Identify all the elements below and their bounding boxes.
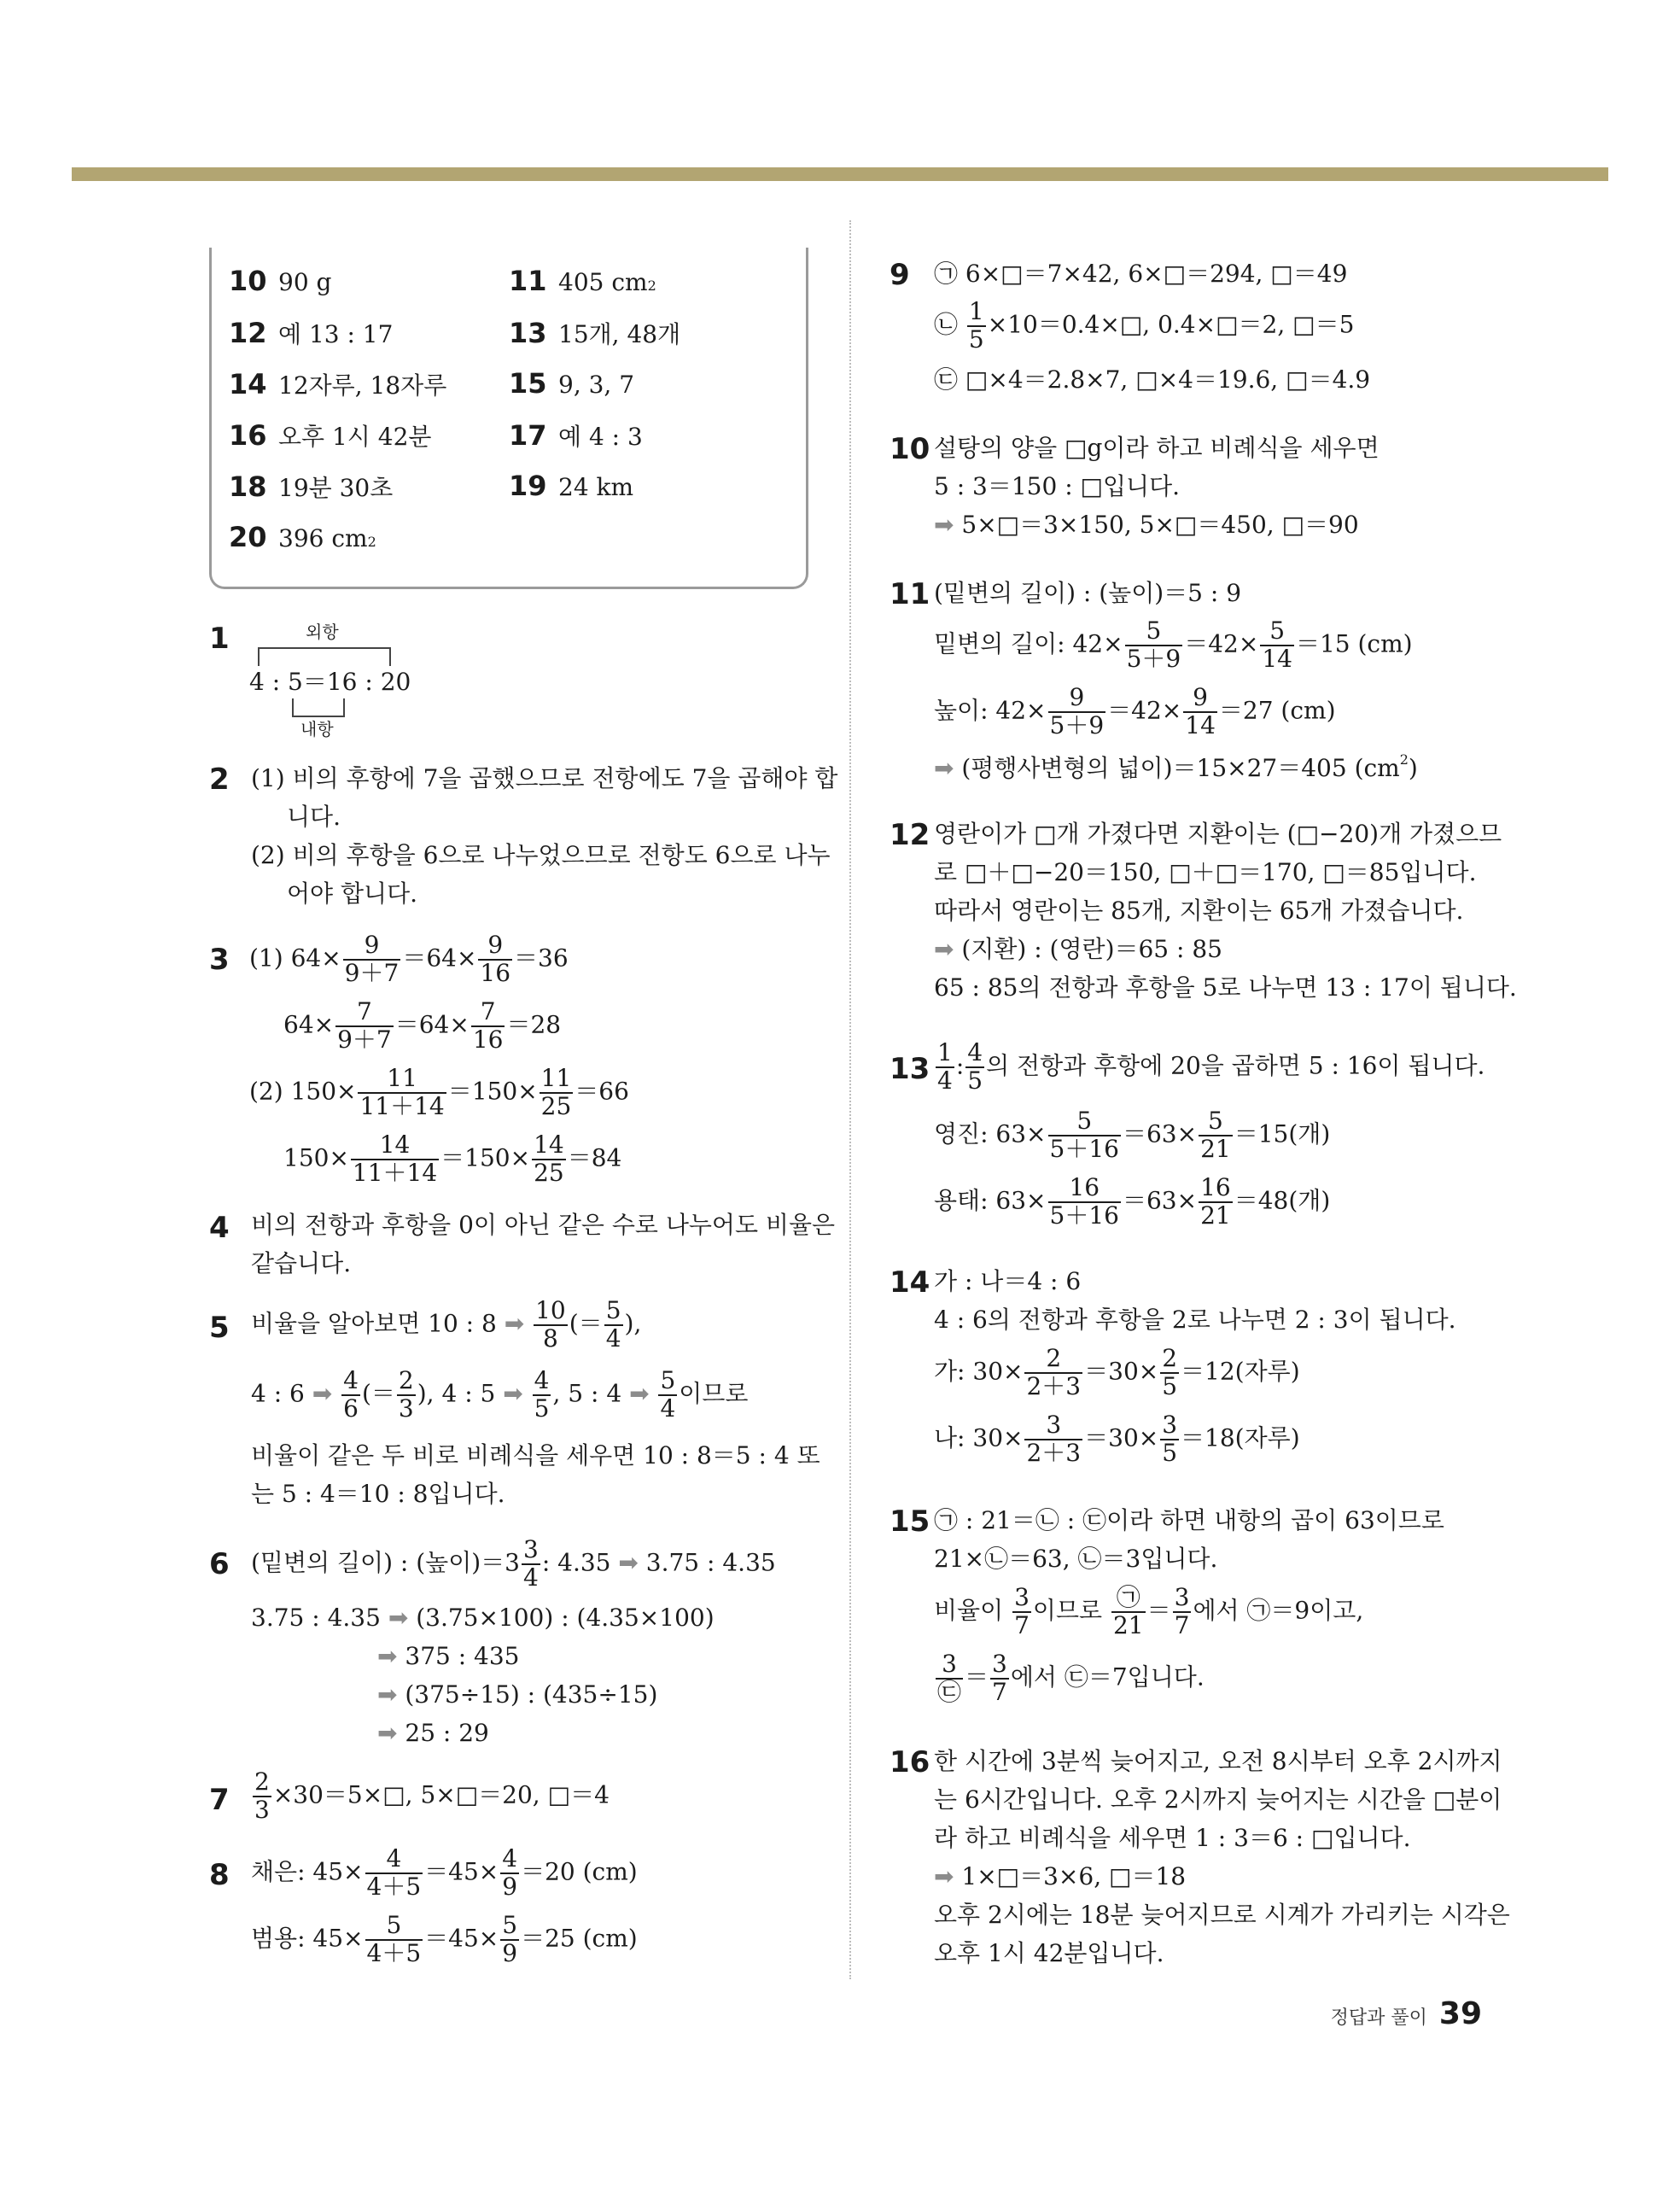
outer-bracket xyxy=(258,647,391,666)
summary-item: 15 9, 3, 7 xyxy=(509,367,635,400)
solution-line: 영진: 63× $\frac{5}{5+16}$ ＝63× $\frac{5}{21}$ ＝15(개) xyxy=(934,1107,1331,1163)
solution-line: ㉠ 6×□＝7×42, 6×□＝294, □＝49 xyxy=(934,260,1348,288)
proportion-expression: 4 : 5＝16 : 20 xyxy=(249,668,411,696)
solution-line: 3.75 : 4.35 ➡ (3.75×100) : (4.35×100) xyxy=(251,1604,715,1632)
solution-line: 설탕의 양을 □g이라 하고 비례식을 세우면 xyxy=(934,434,1380,462)
arrow-icon: ➡ xyxy=(503,1379,523,1408)
arrow-icon: ➡ xyxy=(629,1379,650,1408)
question-number: 16 xyxy=(890,1745,930,1779)
question-number: 6 xyxy=(209,1547,230,1581)
summary-item: 17 예 4 : 3 xyxy=(509,419,643,452)
solution-line: (1) 64× $\frac{9}{9+7}$ ＝64× $\frac{9}{16}$ ＝36 xyxy=(249,931,569,987)
solution-line: $\frac{3}{㉢}$ ＝ $\frac{3}{7}$ 에서 ㉢＝7입니다. xyxy=(937,1650,1205,1706)
question-number: 4 xyxy=(209,1211,230,1245)
solution-line: 는 5 : 4＝10 : 8입니다. xyxy=(251,1480,505,1508)
solution-line: (1) 비의 후항에 7을 곱했으므로 전항에도 7을 곱해야 합 xyxy=(251,764,838,792)
solution-line: 채은: 45× $\frac{4}{4+5}$ ＝45× $\frac{4}{9}$ ＝20 (cm) xyxy=(251,1844,638,1901)
solution-line: 높이: 42× $\frac{9}{5+9}$ ＝42× $\frac{9}{14}$ ＝27 (cm) xyxy=(934,683,1336,739)
question-number: 3 xyxy=(209,943,230,977)
summary-item: 12 예 13 : 17 xyxy=(229,317,394,349)
solution-line: 라 하고 비례식을 세우면 1 : 3＝6 : □입니다. xyxy=(934,1824,1411,1852)
header-rule xyxy=(72,167,1608,181)
question-number: 12 xyxy=(890,818,930,852)
question-number: 10 xyxy=(890,432,930,466)
solution-line: ㉠ : 21＝㉡ : ㉢이라 하면 내항의 곱이 63이므로 xyxy=(934,1506,1444,1534)
footer-label: 정답과 풀이 xyxy=(1330,2007,1427,2029)
solution-line: 비율이 $\frac{3}{7}$ 이므로 $\frac{㉠}{21}$ ＝ $\frac{3}{7}$ 에서 ㉠＝9이고, xyxy=(934,1583,1364,1639)
solution-line: ㉡ $\frac{1}{5}$ ×10＝0.4×□, 0.4×□＝2, □＝5 xyxy=(934,297,1355,353)
solution-line: 4 : 6의 전항과 후항을 2로 나누면 2 : 3이 됩니다. xyxy=(934,1306,1456,1334)
solution-line: 영란이가 □개 가졌다면 지환이는 (□−20)개 가졌으므 xyxy=(934,820,1502,848)
summary-item: 16 오후 1시 42분 xyxy=(229,419,432,452)
solution-line: 4 : 6 ➡ $\frac{4}{6}$ (＝ $\frac{2}{3}$ ), 4 : 5 ➡ $\frac{4}{5}$ , 5 : 4 ➡ $\frac{5}{4}$ 이므로 xyxy=(251,1366,749,1423)
page-footer xyxy=(1331,1996,1482,2031)
arrow-icon: ➡ xyxy=(934,1862,954,1890)
solution-line: 따라서 영란이는 85개, 지환이는 65개 가졌습니다. xyxy=(934,897,1464,925)
solution-line: 용태: 63× $\frac{16}{5+16}$ ＝63× $\frac{16}{21}$ ＝48(개) xyxy=(934,1173,1331,1230)
summary-item: 13 15개, 48개 xyxy=(509,317,681,349)
solution-line: 나: 30× $\frac{3}{2+3}$ ＝30× $\frac{3}{5}$ ＝18(자루) xyxy=(934,1411,1300,1467)
question-number: 14 xyxy=(890,1265,930,1300)
solution-line: 21×㉡＝63, ㉡＝3입니다. xyxy=(934,1545,1218,1573)
summary-item: 19 24 km xyxy=(509,470,634,502)
solution-line: ➡ (평행사변형의 넓이)＝15×27＝405 $(cm^2)$ xyxy=(934,751,1418,782)
solution-line: 비의 전항과 후항을 0이 아닌 같은 수로 나누어도 비율은 xyxy=(251,1211,836,1239)
solution-line: ➡ 5×□＝3×150, 5×□＝450, □＝90 xyxy=(934,511,1359,539)
outer-terms-label: 외항 xyxy=(306,622,339,642)
arrow-icon: ➡ xyxy=(377,1642,398,1670)
solution-line: 밑변의 길이: 42× $\frac{5}{5+9}$ ＝42× $\frac{5}{14}$ ＝15 (cm) xyxy=(934,616,1413,673)
question-number: 9 xyxy=(890,258,910,292)
arrow-icon: ➡ xyxy=(934,511,954,539)
summary-item: 11 405 cm 2 xyxy=(509,265,656,297)
solution-line: 64× $\frac{7}{9+7}$ ＝64× $\frac{7}{16}$ ＝28 xyxy=(283,997,562,1054)
arrow-icon: ➡ xyxy=(934,935,954,963)
question-number: 11 xyxy=(890,577,930,611)
summary-item: 18 19분 30초 xyxy=(229,470,394,503)
solution-line: 5 : 3＝150 : □입니다. xyxy=(934,472,1181,500)
solution-line: 한 시간에 3분씩 늦어지고, 오전 8시부터 오후 2시까지 xyxy=(934,1747,1502,1775)
solution-line: 어야 합니다. xyxy=(287,879,418,908)
column-divider xyxy=(849,220,851,1979)
solution-line: $\frac{2}{3}$ ×30＝5×□, 5×□＝20, □＝4 xyxy=(254,1767,610,1824)
solution-line: ➡ (지환) : (영란)＝65 : 85 xyxy=(934,935,1222,963)
arrow-icon: ➡ xyxy=(618,1548,639,1577)
question-number: 15 xyxy=(890,1504,930,1539)
solution-line: 는 6시간입니다. 오후 2시까지 늦어지는 시간을 □분이 xyxy=(934,1785,1502,1814)
arrow-icon: ➡ xyxy=(388,1604,409,1632)
solution-line: ㉢ □×4＝2.8×7, □×4＝19.6, □＝4.9 xyxy=(934,365,1371,394)
solution-line: 오후 2시에는 18분 늦어지므로 시계가 가리키는 시각은 xyxy=(934,1901,1510,1929)
solution-line: ➡ 1×□＝3×6, □＝18 xyxy=(934,1862,1187,1890)
arrow-icon: ➡ xyxy=(377,1680,398,1709)
question-number: 5 xyxy=(209,1311,230,1345)
solution-line: ➡ 25 : 29 xyxy=(377,1719,489,1747)
solution-line: (밑변의 길이) : (높이)＝5 : 9 xyxy=(934,579,1242,607)
solution-line: $\frac{1}{4}$ : $\frac{4}{5}$ 의 전항과 후항에 20을 곱하면 5 : 16이 됩니다. xyxy=(937,1038,1485,1095)
solution-line: 150× $\frac{14}{11+14}$ ＝150× $\frac{14}{25}$ ＝84 xyxy=(283,1131,622,1187)
arrow-icon: ➡ xyxy=(504,1309,525,1338)
summary-item: 20 396 cm 2 xyxy=(229,521,376,553)
summary-item: 10 90 g xyxy=(229,265,332,297)
solution-line: 비율을 알아보면 10 : 8 ➡ $\frac{10}{8}$ (＝ $\frac{5}{4}$ ), xyxy=(251,1296,642,1353)
summary-item: 14 12자루, 18자루 xyxy=(229,368,447,400)
solution-line: (2) 비의 후항을 6으로 나누었으므로 전항도 6으로 나누 xyxy=(251,841,831,869)
solution-line: ➡ 375 : 435 xyxy=(377,1642,520,1670)
solution-line: 비율이 같은 두 비로 비례식을 세우면 10 : 8＝5 : 4 또 xyxy=(251,1441,820,1469)
solution-line: 같습니다. xyxy=(251,1249,352,1277)
arrow-icon: ➡ xyxy=(377,1719,398,1747)
page-number: 39 xyxy=(1438,1996,1482,2031)
solution-line: 가 : 나＝4 : 6 xyxy=(934,1267,1082,1295)
arrow-icon: ➡ xyxy=(934,754,954,782)
solution-line: ➡ (375÷15) : (435÷15) xyxy=(377,1680,658,1709)
inner-bracket xyxy=(292,698,345,717)
arrow-icon: ➡ xyxy=(312,1379,333,1408)
question-number: 7 xyxy=(209,1783,230,1817)
solution-line: 가: 30× $\frac{2}{2+3}$ ＝30× $\frac{2}{5}$ ＝12(자루) xyxy=(934,1344,1300,1400)
inner-terms-label: 내항 xyxy=(300,719,334,739)
question-number: 1 xyxy=(209,622,230,656)
question-number: 2 xyxy=(209,762,230,797)
solution-line: 오후 1시 42분입니다. xyxy=(934,1939,1164,1967)
question-number: 13 xyxy=(890,1052,930,1086)
solution-line: (2) 150× $\frac{11}{11+14}$ ＝150× $\frac{11}{25}$ ＝66 xyxy=(249,1064,629,1120)
question-number: 8 xyxy=(209,1858,230,1892)
solution-line: (밑변의 길이) : (높이)＝3 $\frac{3}{4}$ : 4.35 ➡ 3.75 : 4.35 xyxy=(251,1535,776,1592)
solution-line: 65 : 85의 전항과 후항을 5로 나누면 13 : 17이 됩니다. xyxy=(934,973,1517,1002)
solution-line: 로 □＋□−20＝150, □＋□＝170, □＝85입니다. xyxy=(934,858,1477,886)
solution-line: 니다. xyxy=(287,803,341,831)
solution-line: 범용: 45× $\frac{5}{4+5}$ ＝45× $\frac{5}{9}$ ＝25 (cm) xyxy=(251,1911,638,1967)
